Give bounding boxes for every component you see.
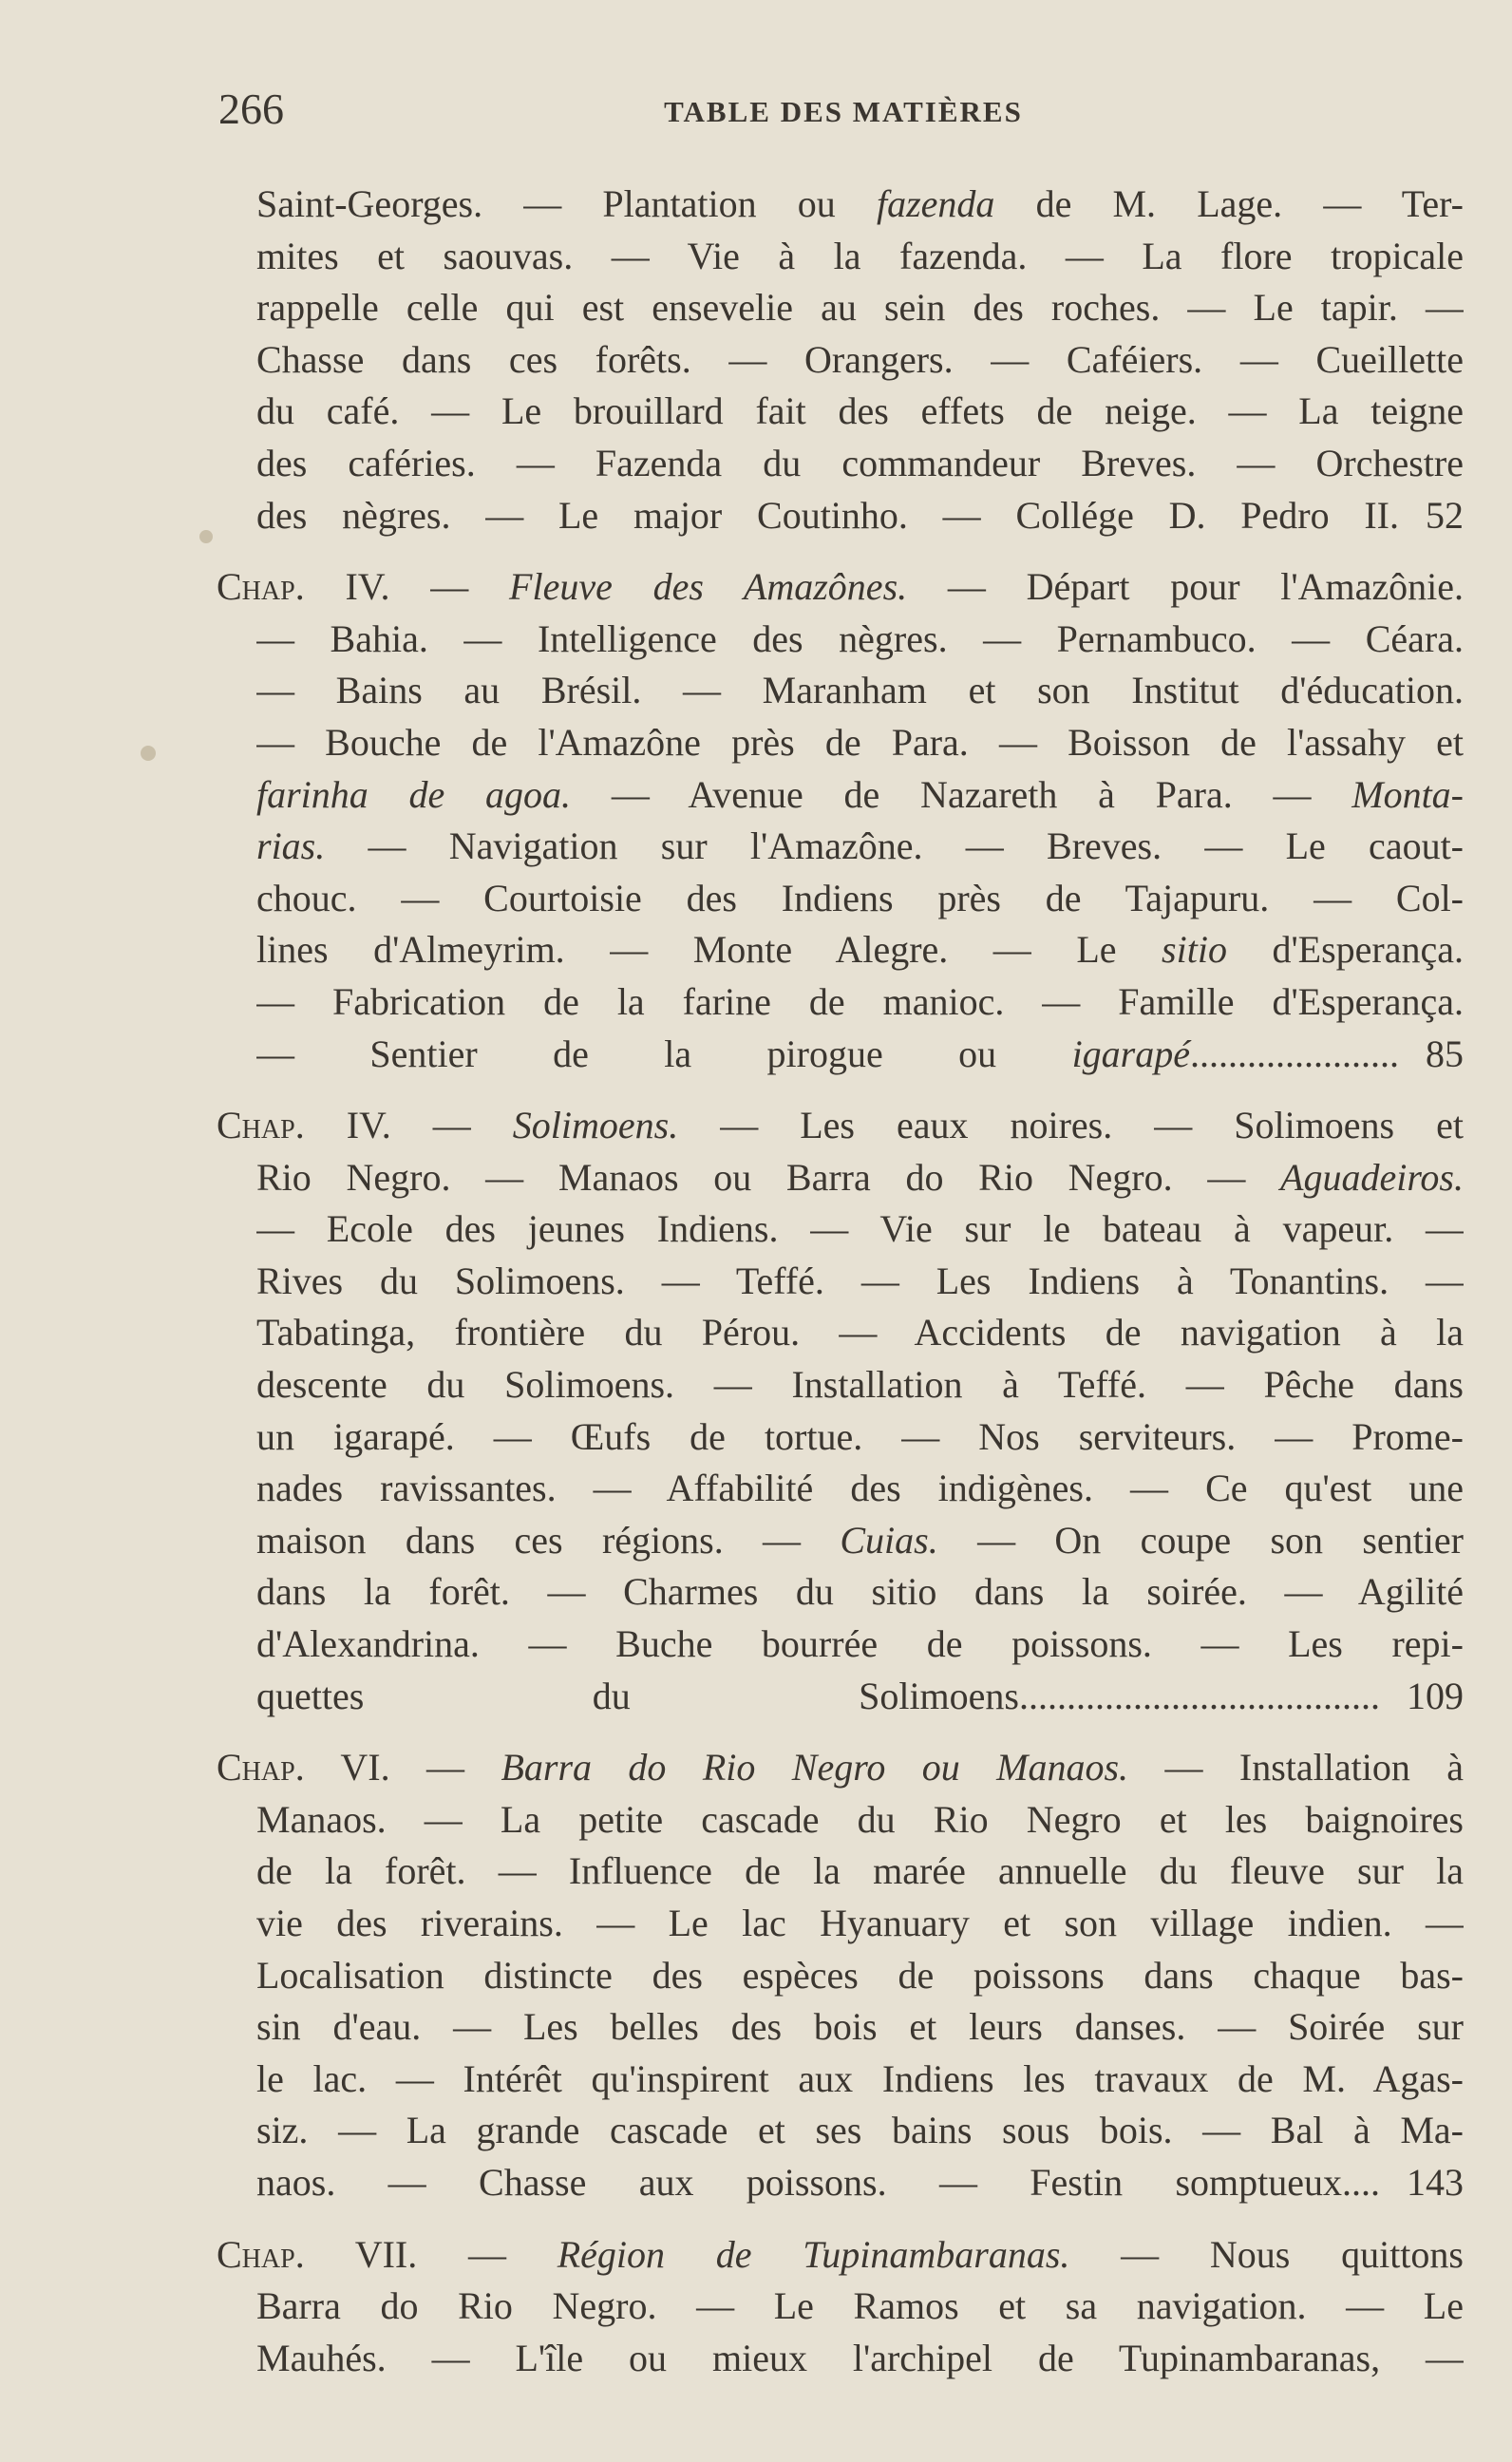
toc-line (217, 1794, 1464, 1846)
toc-line-text (256, 1950, 1464, 2002)
toc-line-text (256, 769, 1464, 822)
text-segment: descente du Solimoens. — Installation à Teffé. — Pêche dans (256, 1363, 1464, 1407)
italic-term: fazenda (876, 182, 995, 225)
text-segment: Tabatinga, frontière du Pérou. — Accidents de navigation à la (256, 1311, 1464, 1354)
toc-line (217, 231, 1464, 283)
text-segment: de M. Lage. — Ter- (994, 182, 1464, 225)
toc-line-text (217, 1100, 1464, 1152)
text-segment: VII. — (304, 2232, 558, 2276)
toc-line (217, 1307, 1464, 1359)
toc-line-text (256, 1359, 1464, 1411)
toc-line (217, 2054, 1464, 2106)
toc-line-text (256, 179, 1464, 231)
page-number: 266 (218, 85, 284, 133)
toc-line-text (256, 665, 1464, 717)
text-segment: IV. — (304, 565, 510, 609)
chapter-label: Chap. (217, 1104, 305, 1147)
text-segment: nades ravissantes. — Affabilité des indigènes. — Ce qu'est une (256, 1467, 1464, 1510)
italic-term: Solimoens. (512, 1104, 679, 1147)
toc-line-text (256, 976, 1464, 1029)
text-segment: sin d'eau. — Les belles des bois et leurs danses. — Soirée sur (256, 2005, 1464, 2049)
toc-line (217, 1029, 1464, 1081)
toc-line-text (256, 2333, 1464, 2385)
italic-term: sitio (1162, 928, 1227, 972)
text-segment: rappelle celle qui est ensevelie au sein des roches. — Le tapir. — (256, 286, 1464, 330)
text-segment: Saint-Georges. — Plantation ou (256, 182, 877, 225)
toc-line-text (256, 924, 1464, 976)
text-segment: mites et saouvas. — Vie à la fazenda. — La flore tropicale (256, 234, 1464, 277)
toc-line (217, 1515, 1464, 1567)
toc-line-text (256, 490, 1399, 542)
toc-line (217, 2001, 1464, 2054)
table-of-contents (217, 179, 1464, 2404)
text-segment: siz. — La grande cascade et ses bains sous bois. — Bal à Ma- (256, 2109, 1464, 2152)
toc-page-number: 85 (1426, 1032, 1464, 1075)
text-segment: Localisation distincte des espèces de poissons dans chaque bas- (256, 1953, 1464, 1997)
toc-line (217, 386, 1464, 438)
text-segment: ...................... (1190, 1032, 1399, 1075)
toc-line-text (217, 561, 1464, 614)
toc-line-text (256, 1671, 1380, 1723)
text-segment: d'Alexandrina. — Buche bourrée de poissons. — Les repi- (256, 1622, 1464, 1666)
toc-line-text (256, 1029, 1399, 1081)
toc-line (217, 1256, 1464, 1308)
toc-line-text (256, 438, 1464, 490)
text-segment: — Les eaux noires. — Solimoens et (678, 1104, 1464, 1147)
text-segment: maison dans ces régions. — (256, 1518, 841, 1562)
text-segment: — Navigation sur l'Amazône. — Breves. — Le caout- (325, 824, 1464, 868)
toc-line (217, 1463, 1464, 1515)
text-segment: du café. — Le brouillard fait des effets de neige. — La teigne (256, 389, 1464, 433)
paper-stain (199, 530, 213, 543)
toc-entry (217, 179, 1464, 541)
toc-line-text (256, 1411, 1464, 1464)
text-segment: — Départ pour l'Amazônie. (907, 565, 1464, 609)
italic-term: farinha de agoa. (256, 772, 572, 816)
italic-term: Cuias. (840, 1518, 938, 1562)
toc-line-text (217, 1742, 1464, 1794)
toc-line-text (256, 1203, 1464, 1256)
toc-entry (217, 2229, 1464, 2385)
toc-line (217, 1566, 1464, 1619)
text-segment: Chasse dans ces forêts. — Orangers. — Caféiers. — Cueillette (256, 337, 1464, 381)
toc-line-text (256, 2001, 1464, 2054)
italic-term: Barra do Rio Negro ou Manaos. (501, 1746, 1129, 1790)
toc-line-text (256, 717, 1464, 769)
toc-line (217, 1846, 1464, 1898)
toc-line-text (256, 1898, 1464, 1950)
toc-line-text (256, 2281, 1464, 2333)
toc-entry (217, 1100, 1464, 1722)
toc-line-text (256, 821, 1464, 873)
text-segment: un igarapé. — Œufs de tortue. — Nos serviteurs. — Prome- (256, 1414, 1464, 1458)
toc-line (217, 1100, 1464, 1152)
text-segment: Manaos. — La petite cascade du Rio Negro et les baignoires (256, 1797, 1464, 1841)
text-segment: — Fabrication de la farine de manioc. — Famille d'Esperança. (256, 979, 1464, 1023)
toc-line-text (256, 2105, 1464, 2157)
toc-line (217, 179, 1464, 231)
toc-line-text (256, 1566, 1464, 1619)
toc-line-text (256, 1307, 1464, 1359)
toc-line (217, 821, 1464, 873)
text-segment: d'Esperança. (1226, 928, 1464, 972)
text-segment: le lac. — Intérêt qu'inspirent aux Indiens les travaux de M. Agas- (256, 2056, 1464, 2100)
text-segment: VI. — (304, 1746, 501, 1790)
chapter-label: Chap. (217, 1746, 305, 1790)
text-segment: — Installation à (1128, 1746, 1464, 1790)
text-segment: — Avenue de Nazareth à Para. — (571, 772, 1352, 816)
toc-line (217, 2157, 1464, 2209)
toc-entry (217, 561, 1464, 1080)
text-segment: de la forêt. — Influence de la marée annuelle du fleuve sur la (256, 1849, 1464, 1893)
toc-line (217, 924, 1464, 976)
italic-term: rias. (256, 824, 326, 868)
text-segment: — Nous quittons (1069, 2232, 1464, 2276)
toc-line (217, 490, 1464, 542)
toc-line-text (256, 282, 1464, 334)
text-segment: quettes du Solimoens...................................... (256, 1674, 1380, 1717)
text-segment: IV. — (304, 1104, 513, 1147)
toc-line-text (256, 873, 1464, 925)
chapter-label: Chap. (217, 2232, 305, 2276)
toc-line (217, 1898, 1464, 1950)
toc-line (217, 1742, 1464, 1794)
text-segment: Rives du Solimoens. — Teffé. — Les Indiens à Tonantins. — (256, 1259, 1464, 1302)
running-header: TABLE DES MATIÈRES (664, 95, 1023, 128)
toc-line-text (256, 1515, 1464, 1567)
text-segment: Barra do Rio Negro. — Le Ramos et sa navigation. — Le (256, 2284, 1464, 2328)
toc-line (217, 717, 1464, 769)
toc-line-text (217, 2229, 1464, 2282)
toc-line (217, 1619, 1464, 1671)
text-segment: — Bouche de l'Amazône près de Para. — Boisson de l'assahy et (256, 720, 1464, 764)
text-segment: — Bains au Brésil. — Maranham et son Institut d'éducation. (256, 669, 1464, 712)
toc-line-text (256, 386, 1464, 438)
toc-line-text (256, 231, 1464, 283)
toc-line-text (256, 2157, 1380, 2209)
toc-line (217, 282, 1464, 334)
toc-page-number: 143 (1407, 2160, 1464, 2204)
toc-line-text (256, 1794, 1464, 1846)
toc-line (217, 2105, 1464, 2157)
text-segment: des nègres. — Le major Coutinho. — Collége D. Pedro II. (256, 493, 1399, 537)
toc-line (217, 1950, 1464, 2002)
chapter-label: Chap. (217, 565, 305, 609)
italic-term: Aguadeiros. (1280, 1155, 1464, 1199)
toc-line (217, 1671, 1464, 1723)
text-segment: naos. — Chasse aux poissons. — Festin somptueux.... (256, 2160, 1380, 2204)
toc-line-text (256, 1152, 1464, 1204)
text-segment: vie des riverains. — Le lac Hyanuary et son village indien. — (256, 1902, 1464, 1944)
toc-line (217, 1411, 1464, 1464)
text-segment: — Ecole des jeunes Indiens. — Vie sur le bateau à vapeur. — (256, 1207, 1464, 1251)
text-segment: Rio Negro. — Manaos ou Barra do Rio Negro. — (256, 1155, 1281, 1199)
text-segment: — On coupe son sentier (937, 1518, 1464, 1562)
text-segment: — Bahia. — Intelligence des nègres. — Pernambuco. — Céara. (256, 616, 1464, 660)
toc-line (217, 873, 1464, 925)
text-segment: — Sentier de la pirogue ou (256, 1032, 1072, 1075)
toc-line (217, 665, 1464, 717)
toc-line (217, 334, 1464, 387)
italic-term: igarapé (1071, 1032, 1190, 1075)
paper-stain (141, 746, 156, 761)
text-segment: dans la forêt. — Charmes du sitio dans la soirée. — Agilité (256, 1570, 1464, 1614)
toc-line (217, 2229, 1464, 2282)
toc-line (217, 1152, 1464, 1204)
toc-line (217, 2333, 1464, 2385)
toc-page-number: 109 (1407, 1674, 1464, 1717)
text-segment: des caféries. — Fazenda du commandeur Breves. — Orchestre (256, 441, 1464, 484)
toc-line-text (256, 614, 1464, 666)
toc-page-number: 52 (1426, 493, 1464, 537)
toc-line (217, 976, 1464, 1029)
toc-entry (217, 1742, 1464, 2208)
toc-line-text (256, 1846, 1464, 1898)
italic-term: Région de Tupinambaranas. (557, 2232, 1070, 2276)
italic-term: Fleuve des Amazônes. (509, 565, 908, 609)
toc-line-text (256, 334, 1464, 387)
toc-line (217, 2281, 1464, 2333)
toc-line (217, 614, 1464, 666)
toc-line-text (256, 2054, 1464, 2106)
text-segment: Mauhés. — L'île ou mieux l'archipel de Tupinambaranas, — (256, 2336, 1464, 2379)
toc-line-text (256, 1256, 1464, 1308)
toc-line-text (256, 1619, 1464, 1671)
toc-line-text (256, 1463, 1464, 1515)
text-segment: lines d'Almeyrim. — Monte Alegre. — Le (256, 928, 1162, 972)
toc-line (217, 769, 1464, 822)
toc-line (217, 1203, 1464, 1256)
toc-line (217, 438, 1464, 490)
toc-line (217, 561, 1464, 614)
toc-line (217, 1359, 1464, 1411)
text-segment: chouc. — Courtoisie des Indiens près de Tajapuru. — Col- (256, 876, 1464, 919)
italic-term: Monta- (1351, 772, 1464, 816)
